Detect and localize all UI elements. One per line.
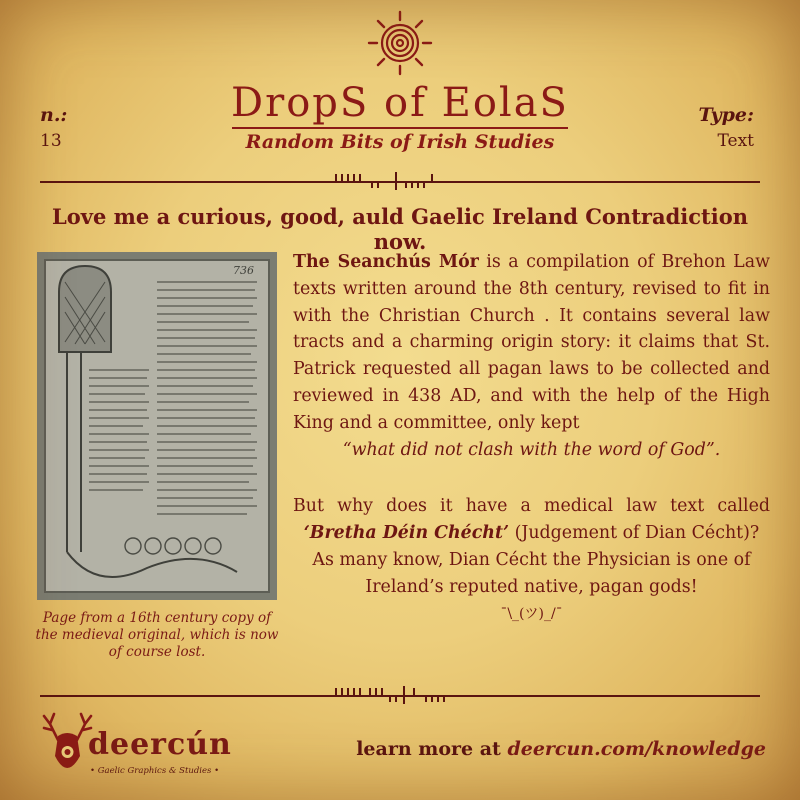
paragraph-2-question: But why does it have a medical law text called — [293, 496, 770, 517]
page-title: DropS of EolaS — [231, 80, 569, 126]
spiral-sun-icon — [367, 10, 433, 76]
logo-name: deercún — [88, 727, 232, 762]
manuscript-image — [37, 252, 277, 600]
ogham-divider-top — [40, 170, 760, 192]
title-underline — [232, 127, 568, 129]
type-value: Text — [717, 131, 754, 151]
footer-text — [356, 738, 766, 760]
type-label: Type: — [698, 104, 754, 126]
page-subtitle: Random Bits of Irish Studies — [245, 131, 555, 153]
stag-head-icon — [40, 706, 95, 786]
quote: “what did not clash with the word of God”. — [342, 439, 721, 460]
body-text — [293, 249, 770, 627]
shrug-emoticon: ¯\_(ツ)_/¯ — [500, 605, 563, 622]
seanchus-mor-term: The Seanchús Mór — [293, 252, 479, 272]
number-label: n.: — [40, 104, 68, 126]
paragraph-2 — [293, 493, 770, 600]
deercun-logo — [30, 706, 240, 791]
headline: Love me a curious, good, auld Gaelic Ireland Contradiction now. — [52, 204, 748, 254]
ogham-divider-bottom — [40, 684, 760, 706]
paragraph-1-text: is a compilation of Brehon Law texts written around the 8th century, revised to fit in with the Christian Church . It contains several law tracts and a charming origin story: it claims that St. Patrick requested all pagan laws to be collected and reviewed in 438 AD, and with the help of the High King and a committee, only kept — [293, 252, 770, 433]
bretha-translation: (Judgement of Dian Cécht)? — [509, 523, 760, 544]
paragraph-2-text: As many know, Dian Cécht the Physician is one of Ireland’s reputed native, pagan gods! — [312, 549, 751, 597]
bretha-title: ‘Bretha Déin Chécht’ — [303, 523, 510, 544]
number-value: 13 — [40, 131, 62, 151]
image-caption: Page from a 16th century copy of the medieval original, which is now of course lost. — [35, 610, 279, 660]
footer-link[interactable]: deercun.com/knowledge — [507, 738, 766, 760]
logo-tagline: • Gaelic Graphics & Studies • — [90, 766, 220, 776]
footer-prefix: learn more at — [356, 738, 508, 760]
paragraph-1 — [293, 249, 770, 437]
manuscript-page-number: 736 — [233, 264, 254, 277]
